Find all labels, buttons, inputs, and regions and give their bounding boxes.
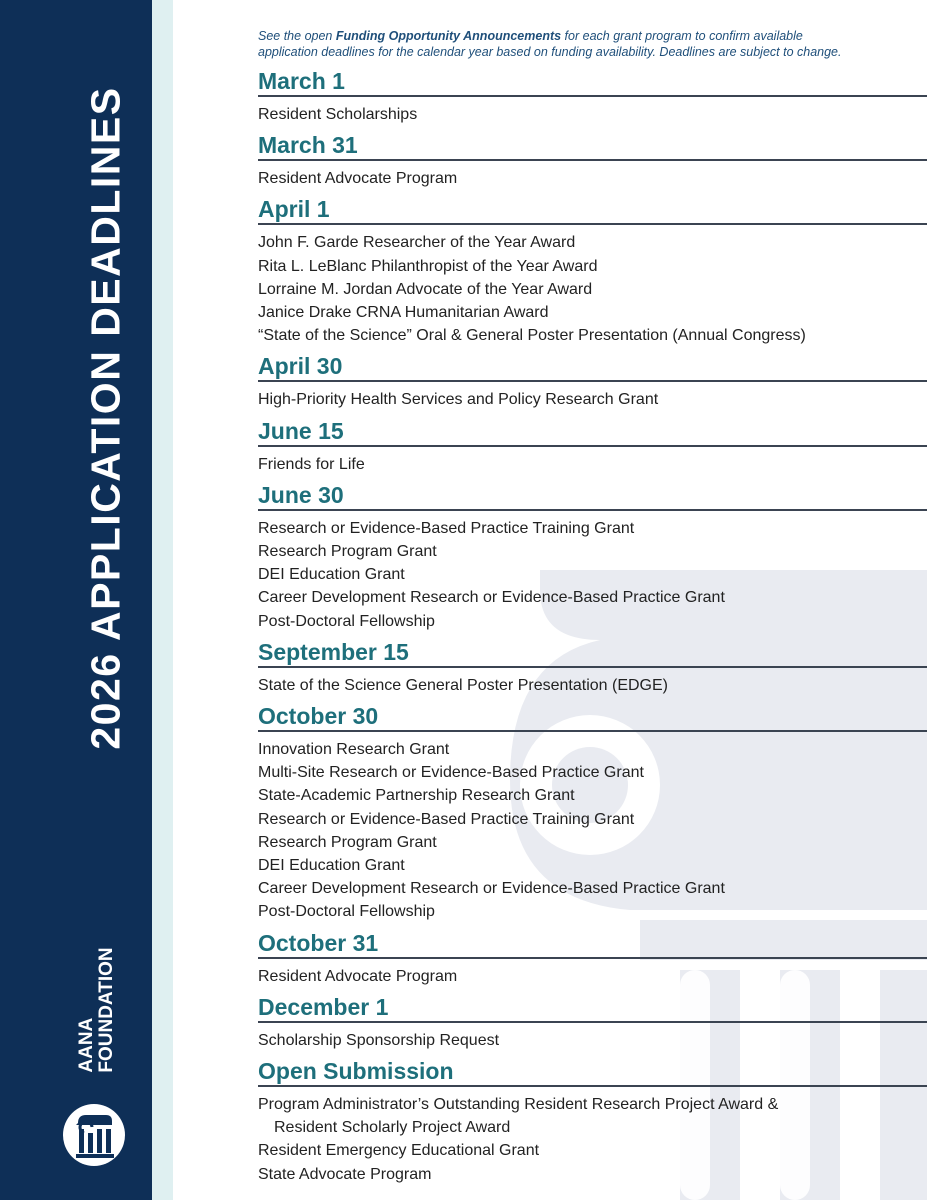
sidebar xyxy=(0,0,152,1200)
deadline-items xyxy=(258,97,927,130)
funding-announcements-emphasis: Funding Opportunity Announcements xyxy=(335,29,562,43)
deadline-items xyxy=(258,959,927,992)
deadline-section xyxy=(258,928,927,992)
grant-item: Rita L. LeBlanc Philanthropist of the Year Award xyxy=(258,257,598,275)
deadline-date: March 31 xyxy=(258,130,927,161)
deadline-items xyxy=(258,1023,927,1056)
deadline-items xyxy=(258,225,927,351)
org-name-line2: FOUNDATION xyxy=(96,947,117,1073)
intro-note xyxy=(258,28,927,60)
grant-item: Scholarship Sponsorship Request xyxy=(258,1031,500,1049)
grant-item: Career Development Research or Evidence-Based Practice Grant xyxy=(258,589,725,607)
deadline-date: March 1 xyxy=(258,66,927,97)
column-logo-icon xyxy=(62,1103,126,1167)
grant-item: Friends for Life xyxy=(258,455,365,473)
deadline-date: June 15 xyxy=(258,416,927,447)
deadline-items xyxy=(258,668,927,701)
grant-item: Janice Drake CRNA Humanitarian Award xyxy=(258,304,549,322)
grant-item: Resident Scholarly Project Award xyxy=(274,1119,511,1137)
grant-item: Research Program Grant xyxy=(258,833,437,851)
deadline-date: June 30 xyxy=(258,480,927,511)
deadline-section xyxy=(258,701,927,928)
deadline-section xyxy=(258,637,927,701)
grant-item: Resident Advocate Program xyxy=(258,170,458,188)
grant-item: Research Program Grant xyxy=(258,543,437,561)
deadline-section xyxy=(258,66,927,130)
grant-item: State Advocate Program xyxy=(258,1165,432,1183)
deadlines-content xyxy=(258,28,927,1190)
grant-item: Multi-Site Research or Evidence-Based Practice Grant xyxy=(258,764,644,782)
deadline-section xyxy=(258,992,927,1056)
grant-item: “State of the Science” Oral & General Poster Presentation (Annual Congress) xyxy=(258,327,806,345)
org-name-line1: AANA xyxy=(76,1017,97,1073)
grant-item: Post-Doctoral Fellowship xyxy=(258,903,435,921)
grant-item: Resident Scholarships xyxy=(258,106,418,123)
document-title: 2026 APPLICATION DEADLINES xyxy=(82,86,129,750)
organization-name xyxy=(77,947,117,1072)
deadline-section xyxy=(258,130,927,194)
deadline-items xyxy=(258,447,927,480)
grant-item: John F. Garde Researcher of the Year Award xyxy=(258,234,576,252)
grant-item: High-Priority Health Services and Policy Research Grant xyxy=(258,391,659,409)
deadline-date: October 30 xyxy=(258,701,927,732)
deadline-items xyxy=(258,732,927,928)
deadline-section xyxy=(258,416,927,480)
deadline-items xyxy=(258,511,927,637)
grant-item: Resident Emergency Educational Grant xyxy=(258,1142,540,1160)
grant-item: Career Development Research or Evidence-Based Practice Grant xyxy=(258,880,725,898)
grant-item: Innovation Research Grant xyxy=(258,741,450,759)
grant-item: Lorraine M. Jordan Advocate of the Year Award xyxy=(258,280,593,298)
grant-item: Post-Doctoral Fellowship xyxy=(258,612,435,630)
deadline-date: April 30 xyxy=(258,351,927,382)
grant-item: DEI Education Grant xyxy=(258,857,405,875)
deadline-date: Open Submission xyxy=(258,1056,927,1087)
deadline-section xyxy=(258,1056,927,1190)
deadline-date: October 31 xyxy=(258,928,927,959)
grant-item: Resident Advocate Program xyxy=(258,967,458,985)
grant-item: Research or Evidence-Based Practice Training Grant xyxy=(258,519,635,537)
grant-item: State of the Science General Poster Presentation (EDGE) xyxy=(258,676,668,694)
deadline-section xyxy=(258,480,927,637)
grant-item: Research or Evidence-Based Practice Training Grant xyxy=(258,810,635,828)
intro-line2: application deadlines for the calendar year based on funding availability. Deadlines are subject to change. xyxy=(258,45,842,59)
intro-suffix: for each grant program to confirm available xyxy=(561,29,803,43)
deadline-date: September 15 xyxy=(258,637,927,668)
deadline-items xyxy=(258,1087,927,1190)
accent-stripe xyxy=(152,0,173,1200)
deadline-section xyxy=(258,351,927,415)
grant-item: State-Academic Partnership Research Grant xyxy=(258,787,575,805)
deadline-date: April 1 xyxy=(258,194,927,225)
deadline-items xyxy=(258,161,927,194)
grant-item: DEI Education Grant xyxy=(258,566,405,584)
grant-item: Program Administrator’s Outstanding Resident Research Project Award & xyxy=(258,1096,779,1114)
deadline-date: December 1 xyxy=(258,992,927,1023)
intro-prefix: See the open xyxy=(258,29,336,43)
deadline-list xyxy=(258,66,927,1190)
deadline-section xyxy=(258,194,927,351)
deadline-items xyxy=(258,382,927,415)
